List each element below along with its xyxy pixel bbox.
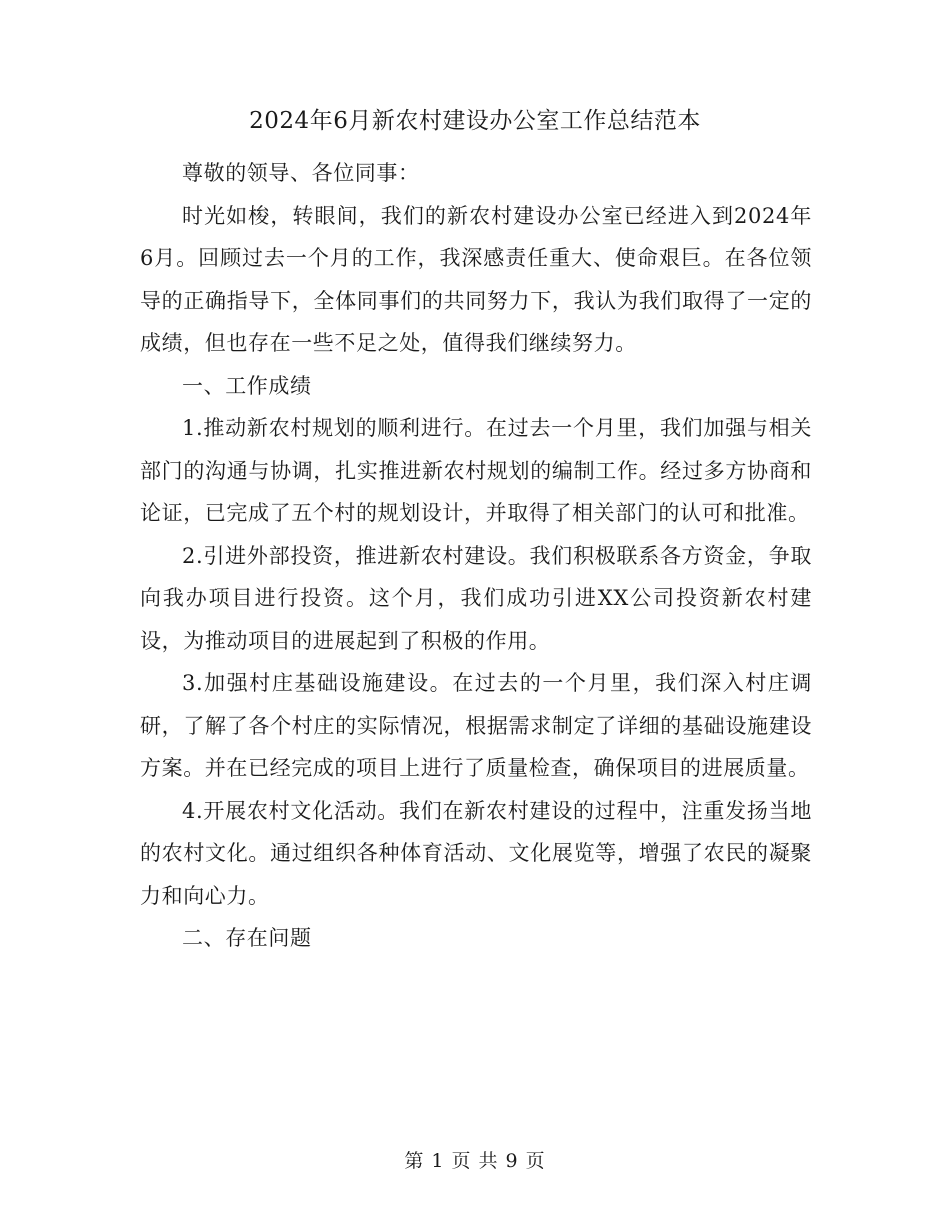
document-title: 2024年6月新农村建设办公室工作总结范本 [249,108,701,134]
page-footer: 第 1 页 共 9 页 [404,1150,546,1172]
section-heading-problems: 二、存在问题 [182,926,312,950]
section-heading-achievements: 一、工作成绩 [182,373,312,398]
achievement-item-4: 4.开展农村文化活动。我们在新农村建设的过程中，注重发扬当地的农村文化。通过组织各种体育活动、文化展览等，增强了农民的凝聚力和向心力。 [140,798,812,908]
achievement-item-3: 3.加强村庄基础设施建设。在过去的一个月里，我们深入村庄调研，了解了各个村庄的实际情况，根据需求制定了详细的基础设施建设方案。并在已经完成的项目上进行了质量检查，确保项目的进展质量。 [140,671,812,780]
intro-paragraph: 时光如梭，转眼间，我们的新农村建设办公室已经进入到2024年6月。回顾过去一个月的工作，我深感责任重大、使命艰巨。在各位领导的正确指导下，全体同事们的共同努力下，我认为我们取得了一定的成绩，但也存在一些不足之处，值得我们继续努力。 [140,203,812,355]
salutation: 尊敬的领导、各位同事： [182,161,420,185]
achievement-item-2: 2.引进外部投资，推进新农村建设。我们积极联系各方资金，争取向我办项目进行投资。这个月，我们成功引进XX公司投资新农村建设，为推动项目的进展起到了积极的作用。 [140,543,812,653]
achievement-item-1: 1.推动新农村规划的顺利进行。在过去一个月里，我们加强与相关部门的沟通与协调，扎实推进新农村规划的编制工作。经过多方协商和论证，已完成了五个村的规划设计，并取得了相关部门的认可和批准。 [140,416,812,525]
document-body [140,152,812,960]
